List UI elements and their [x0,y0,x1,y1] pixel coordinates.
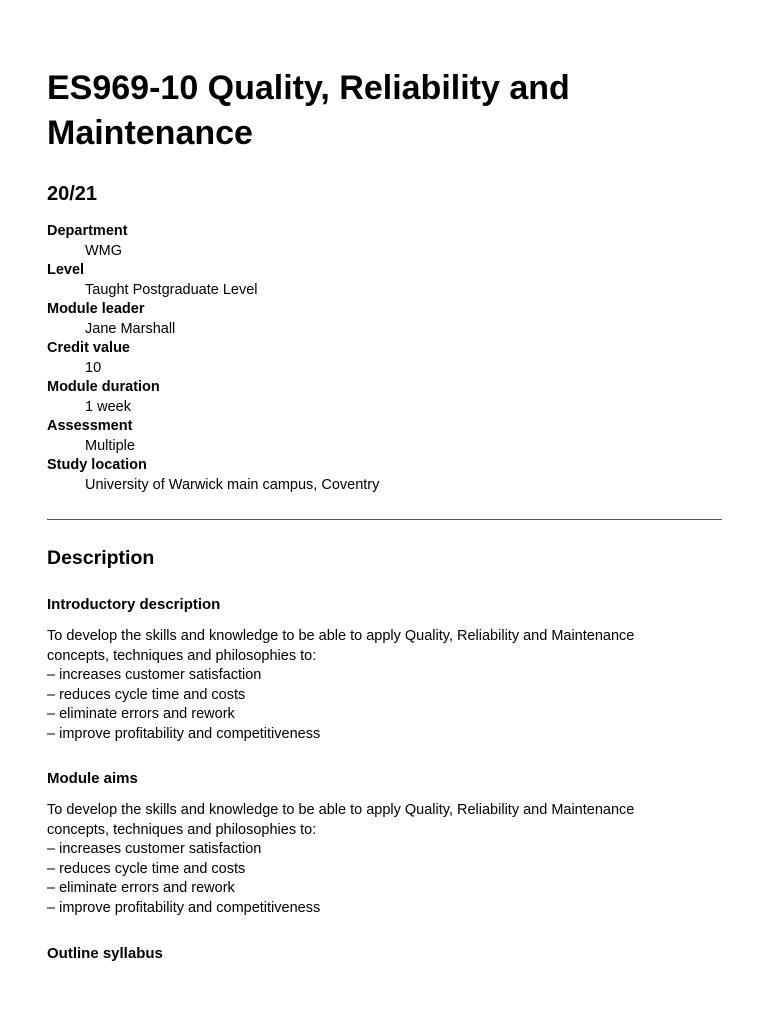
module-details-list [47,222,379,495]
list-item: – improve profitability and competitiveness [47,899,321,916]
list-item: – eliminate errors and rework [47,880,235,897]
text-line: concepts, techniques and philosophies to: [47,647,317,664]
module-aims-text [47,801,722,919]
list-item: – eliminate errors and rework [47,706,235,723]
level-label: Level [47,262,85,278]
module-duration-value: 1 week [85,398,131,415]
list-item: – reduces cycle time and costs [47,860,246,877]
text-line: To develop the skills and knowledge to be able to apply Quality, Reliability and Maintenance [47,628,635,644]
department-label: Department [47,223,128,239]
module-leader-label: Module leader [47,301,145,317]
outline-syllabus-heading: Outline syllabus [47,945,163,962]
academic-year: 20/21 [47,183,98,205]
assessment-label: Assessment [47,418,133,434]
module-aims-heading: Module aims [47,770,138,787]
list-item: – increases customer satisfaction [47,841,262,858]
introductory-description-text [47,627,722,745]
study-location-label: Study location [47,457,147,473]
list-item: – increases customer satisfaction [47,667,262,684]
text-line: concepts, techniques and philosophies to: [47,821,317,838]
credit-value-value: 10 [85,359,102,376]
section-divider [47,519,722,520]
assessment-value: Multiple [85,437,135,454]
list-item: – improve profitability and competitiveness [47,725,321,742]
credit-value-label: Credit value [47,340,130,356]
department-value: WMG [85,242,123,259]
text-line: To develop the skills and knowledge to be able to apply Quality, Reliability and Maintenance [47,802,635,818]
list-item: – reduces cycle time and costs [47,686,246,703]
module-leader-value: Jane Marshall [85,320,176,337]
level-value: Taught Postgraduate Level [85,281,258,298]
description-heading: Description [47,547,155,569]
page-title: ES969-10 Quality, Reliability and Maintenance [47,69,570,152]
module-duration-label: Module duration [47,379,160,395]
introductory-description-heading: Introductory description [47,596,221,613]
study-location-value: University of Warwick main campus, Coventry [85,476,380,493]
